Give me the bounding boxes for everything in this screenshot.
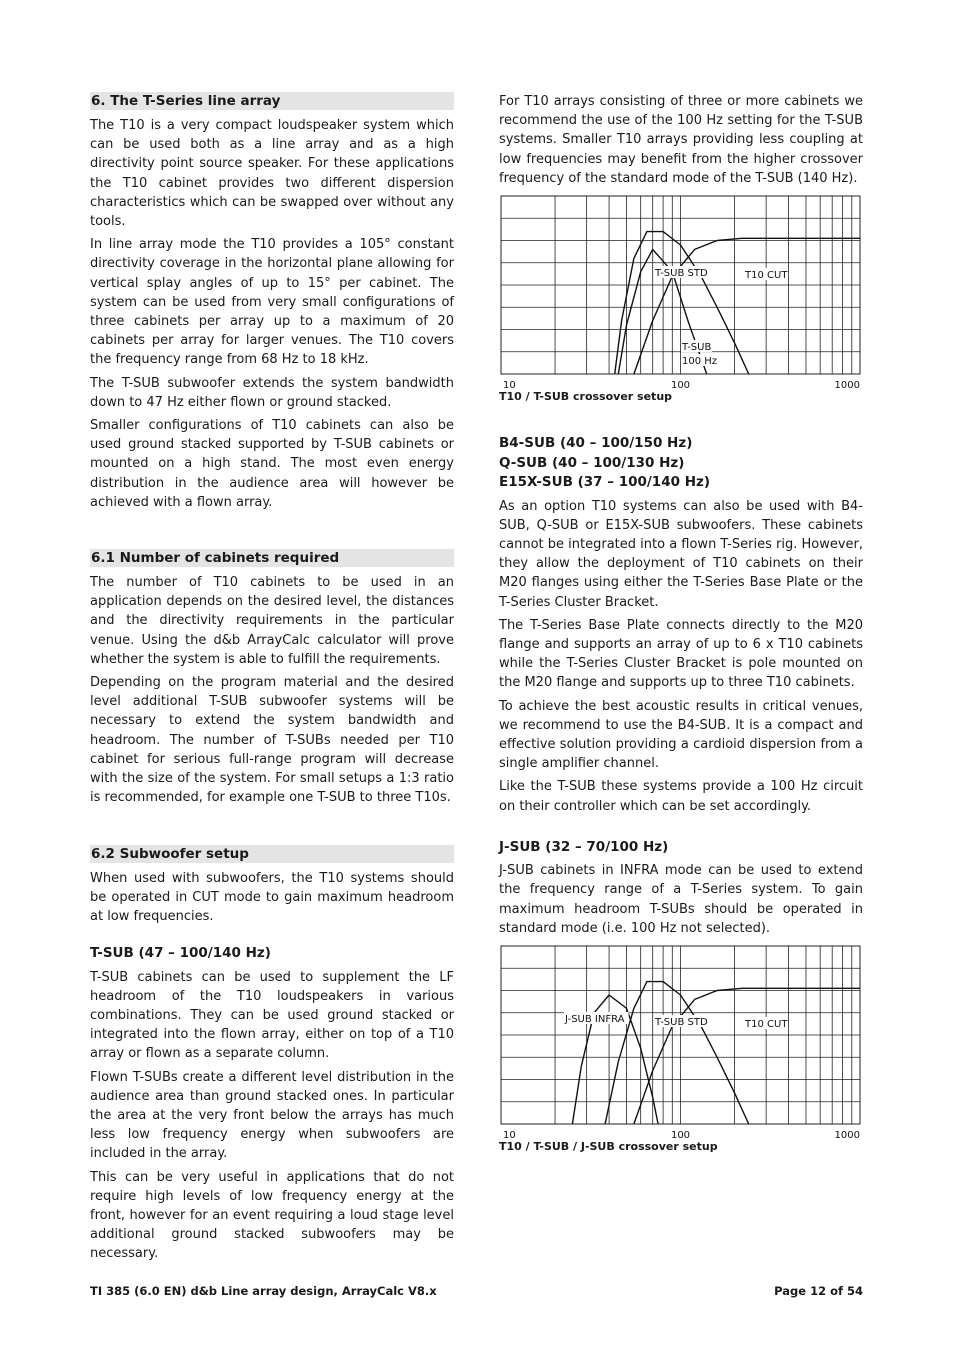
paragraph: This can be very useful in applications that do not require high levels of low frequency energy at the front, however for an event requiring a loud stage level additional ground stacked subwoofers may be necessary.: [90, 1169, 454, 1262]
footer-document-id: TI 385 (6.0 EN) d&b Line array design, ArrayCalc V8.x: [90, 1284, 437, 1298]
series-line: [634, 238, 860, 374]
x-tick-label: 100: [670, 1130, 691, 1141]
subheading-j-sub: J-SUB (32 – 70/100 Hz): [499, 838, 669, 855]
paragraph: As an option T10 systems can also be used with B4-SUB, Q-SUB or E15X-SUB subwoofers. These cabinets cannot be integrated into a flown T-Series rig. However, they allow the deployment of T10 cabinets on their M20 flanges using either the T-Series Base Plate or the T-Series Cluster Bracket.: [499, 498, 863, 610]
series-annotation: T10 CUT: [745, 1019, 788, 1031]
chart-t10-tsub-svg: [499, 194, 863, 390]
paragraph: The number of T10 cabinets to be used in an application depends on the desired level, the distances and the directivity requirements in the particular venue. Using the d&b ArrayCalc calculator will prove whether the system is able to fulfill the requirements.: [90, 575, 454, 667]
section-heading-t-series: 6. The T-Series line array: [90, 92, 454, 110]
paragraph: The T-Series Base Plate connects directly to the M20 flange and supports an array of up to 6 x T10 cabinets while the T-Series Cluster Bracket is pole mounted on the M20 flange and supports up to three T10 cabinets.: [499, 617, 863, 691]
paragraph: Depending on the program material and the desired level additional T-SUB subwoofer systems will be necessary to extend the system bandwidth and headroom. The number of T-SUBs needed per T10 cabinet for serious full-range program will decrease with the size of the system. For small setups a 1:3 ratio is recommended, for example one T-SUB to three T10s.: [90, 675, 454, 806]
footer-page-number: Page 12 of 54: [774, 1284, 863, 1298]
paragraph: Flown T-SUBs create a different level distribution in the audience area than ground stacked ones. In particular the area at the very front below the arrays has much less low frequency energy when subwoofers are included in the array.: [90, 1069, 454, 1162]
paragraph: J-SUB cabinets in INFRA mode can be used to extend the frequency range of a T-Series system. To gain maximum headroom T-SUBs should be operated in standard mode (i.e. 100 Hz not selected).: [499, 863, 863, 936]
x-tick-label: 1000: [834, 1130, 860, 1141]
chart-caption: T10 / T-SUB crossover setup: [499, 390, 673, 404]
series-annotation: T-SUB: [682, 342, 712, 354]
subheading-b4-sub: B4-SUB (40 – 100/150 Hz): [499, 435, 693, 452]
paragraph: T-SUB cabinets can be used to supplement the LF headroom of the T10 loudspeakers in various combinations. They can be used ground stacked or integrated into the flown array, either on top of a T10 array or flown as a separate column.: [90, 969, 454, 1062]
chart-t10-tsub: [499, 194, 863, 404]
left-column: [90, 92, 454, 1268]
paragraph: Like the T-SUB these systems provide a 100 Hz circuit on their controller which can be set accordingly.: [499, 779, 863, 814]
x-tick-label: 10: [503, 1130, 516, 1141]
right-column: [499, 92, 863, 1154]
section-heading-number-of-cabinets: 6.1 Number of cabinets required: [90, 549, 454, 567]
paragraph: For T10 arrays consisting of three or more cabinets we recommend the use of the 100 Hz setting for the T-SUB systems. Smaller T10 arrays providing less coupling at low frequencies may benefit from the higher crossover frequency of the standard mode of the T-SUB (140 Hz).: [499, 94, 863, 186]
paragraph: When used with subwoofers, the T10 systems should be operated in CUT mode to gain maximum headroom at low frequencies.: [90, 870, 454, 924]
series-annotation: T-SUB STD: [655, 1017, 708, 1029]
series-annotation: T10 CUT: [745, 270, 788, 282]
x-tick-label: 10: [503, 380, 516, 391]
paragraph: To achieve the best acoustic results in critical venues, we recommend to use the B4-SUB. It is a compact and effective solution providing a cardioid dispersion from a single amplifier channel.: [499, 698, 863, 772]
chart-caption: T10 / T-SUB / J-SUB crossover setup: [499, 1140, 718, 1154]
series-annotation: J-SUB INFRA: [565, 1014, 625, 1026]
subheading-q-sub: Q-SUB (40 – 100/130 Hz): [499, 454, 685, 471]
series-annotation: T-SUB STD: [655, 268, 708, 280]
chart-t10-tsub-jsub: [499, 944, 863, 1154]
x-tick-label: 100: [670, 380, 691, 391]
series-line: [634, 988, 860, 1124]
series-annotation: 100 Hz: [682, 356, 718, 368]
x-tick-label: 1000: [834, 380, 860, 391]
subheading-t-sub: T-SUB (47 – 100/140 Hz): [90, 945, 271, 962]
section-heading-subwoofer-setup: 6.2 Subwoofer setup: [90, 845, 454, 863]
paragraph: In line array mode the T10 provides a 105° constant directivity coverage in the horizontal plane allowing for vertical splay angles of up to 15° per cabinet. The system can be used from very small configurations of three cabinets per array up to a maximum of 20 cabinets per array for larger venues. The T10 covers the frequency range from 68 Hz to 18 kHz.: [90, 237, 454, 368]
chart-t10-tsub-jsub-svg: [499, 944, 863, 1140]
paragraph: The T-SUB subwoofer extends the system bandwidth down to 47 Hz either flown or ground stacked.: [90, 375, 454, 410]
subheading-e15x-sub: E15X-SUB (37 – 100/140 Hz): [499, 474, 711, 491]
paragraph: The T10 is a very compact loudspeaker system which can be used both as a line array and as a high directivity point source speaker. For these applications the T10 cabinet provides two different dispersion characteristics which can be swapped over without any tools.: [90, 118, 454, 230]
paragraph: Smaller configurations of T10 cabinets can also be used ground stacked supported by T-SUB cabinets or mounted on a high stand. The most even energy distribution in the audience area will however be achieved with a flown array.: [90, 418, 454, 510]
